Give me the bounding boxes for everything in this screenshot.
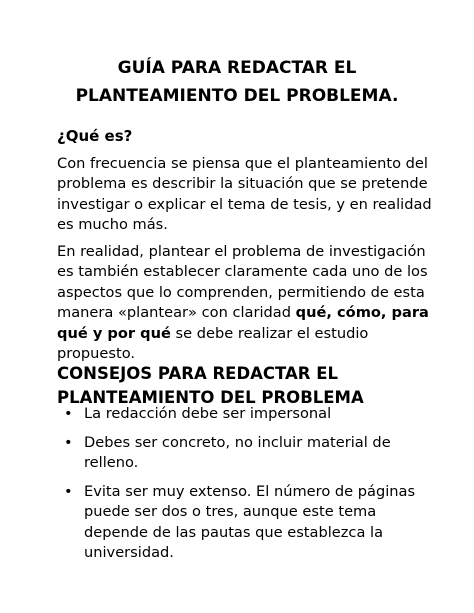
title-line: GUÍA PARA REDACTAR EL bbox=[117, 58, 357, 78]
section-heading-que-es: ¿Qué es? bbox=[57, 127, 133, 145]
text-segment: manera «plantear» con claridad bbox=[57, 304, 296, 321]
text-line bbox=[57, 303, 429, 324]
text-line: Evita ser muy extenso. El número de páginas bbox=[84, 482, 416, 500]
text-line bbox=[57, 324, 429, 345]
text-line: puede ser dos o tres, aunque este tema bbox=[84, 503, 377, 520]
page-title bbox=[0, 54, 474, 110]
bullet-icon: • bbox=[64, 433, 73, 451]
text-line: En realidad, plantear el problema de investigación bbox=[57, 242, 426, 260]
text-line: La redacción debe ser impersonal bbox=[84, 405, 332, 422]
text-line: depende de las pautas que establezca la bbox=[84, 523, 384, 541]
paragraph-1 bbox=[57, 154, 432, 236]
tips-list bbox=[57, 404, 415, 572]
list-item bbox=[57, 404, 415, 425]
text-line: relleno. bbox=[84, 454, 139, 471]
text-line: Con frecuencia se piensa que el planteamiento del bbox=[57, 154, 428, 172]
text-line: universidad. bbox=[84, 544, 174, 561]
text-line: aspectos que lo comprenden, permitiendo de esta bbox=[57, 283, 425, 301]
text-line: Debes ser concreto, no incluir material de bbox=[84, 433, 391, 451]
text-line: problema es describir la situación que se pretende bbox=[57, 175, 428, 192]
text-segment: se debe realizar el estudio bbox=[170, 324, 369, 342]
title-line: PLANTEAMIENTO DEL PROBLEMA. bbox=[75, 86, 399, 106]
section-heading-consejos bbox=[57, 362, 364, 410]
bullet-icon: • bbox=[64, 405, 73, 422]
text-line: investigar o explicar el tema de tesis, y en realidad bbox=[57, 195, 432, 213]
paragraph-2 bbox=[57, 242, 429, 365]
list-item bbox=[57, 433, 415, 474]
bold-text: qué, cómo, para bbox=[295, 304, 429, 321]
text-line: propuesto. bbox=[57, 345, 135, 362]
bullet-icon: • bbox=[64, 482, 73, 500]
text-line: es también establecer claramente cada uno de los bbox=[57, 263, 428, 280]
heading-line: CONSEJOS PARA REDACTAR EL bbox=[57, 364, 338, 383]
bold-text: qué y por qué bbox=[57, 324, 171, 342]
text-line: es mucho más. bbox=[57, 216, 168, 233]
heading-line: PLANTEAMIENTO DEL PROBLEMA bbox=[57, 388, 364, 407]
list-item bbox=[57, 482, 415, 564]
document-body bbox=[57, 126, 432, 371]
